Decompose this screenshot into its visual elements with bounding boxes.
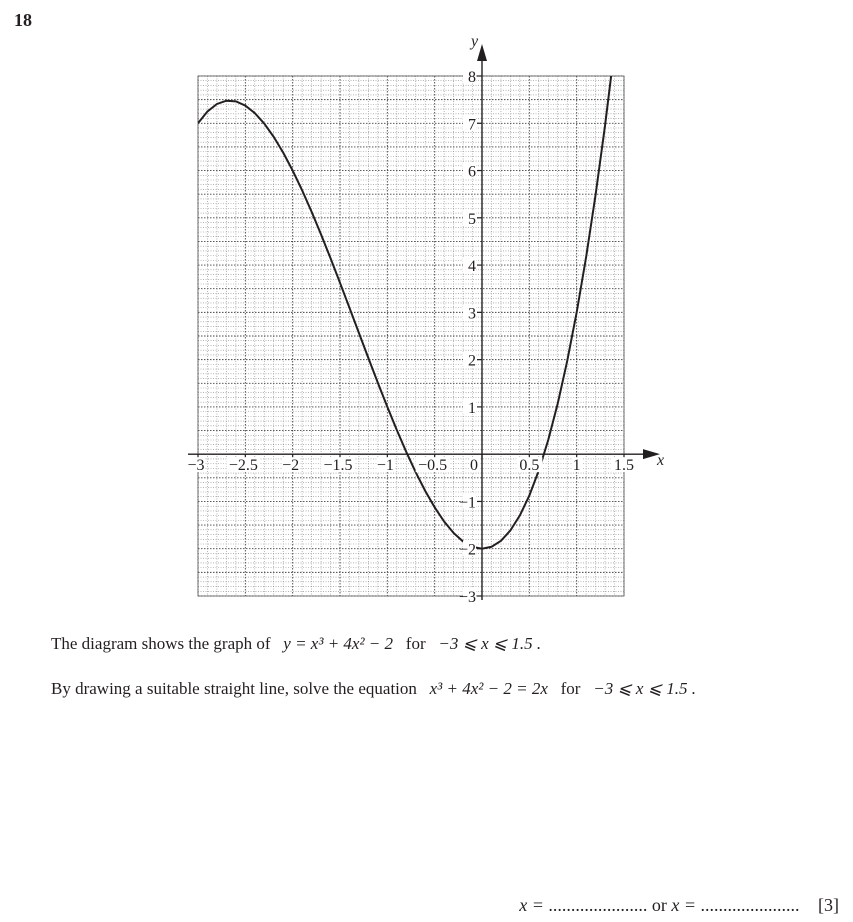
y-tick-label: 5 — [468, 210, 476, 228]
x-tick-label: −1 — [376, 457, 394, 475]
y-tick-label: 1 — [468, 399, 476, 417]
major-grid — [198, 76, 624, 596]
line1-for: for — [405, 634, 426, 653]
answer-blank-1[interactable]: ...................... — [548, 895, 648, 915]
x-tick-label: −2 — [282, 457, 300, 475]
y-tick-label: 2 — [468, 352, 476, 370]
y-tick-label: 8 — [468, 69, 476, 86]
line2-prefix: By drawing a suitable straight line, solve the equation — [51, 679, 417, 698]
x-tick-label: 0 — [470, 457, 478, 475]
line2-equation: x³ + 4x² − 2 = 2x — [429, 679, 548, 698]
marks-label: [3] — [818, 895, 839, 915]
answer-or: or — [651, 895, 667, 915]
line1-prefix: The diagram shows the graph of — [51, 634, 271, 653]
question-line-1 — [51, 634, 541, 654]
question-line-2 — [51, 679, 696, 699]
y-tick-label: 3 — [468, 305, 476, 323]
line1-equation: y = x³ + 4x² − 2 — [283, 634, 394, 653]
y-axis-arrow — [477, 44, 487, 61]
x-tick-label: −0.5 — [418, 457, 448, 475]
x-tick-label: −3 — [187, 457, 205, 475]
x-tick-label: 1.5 — [614, 457, 634, 475]
line1-domain: −3 ⩽ x ⩽ 1.5 . — [438, 634, 542, 653]
line2-for: for — [560, 679, 581, 698]
question-number: 18 — [14, 10, 32, 30]
y-tick-label: 7 — [468, 116, 476, 134]
answer-line — [519, 895, 839, 916]
y-tick-label: −3 — [458, 589, 476, 606]
x-tick-label: −2.5 — [228, 457, 258, 475]
x-axis-label: x — [657, 452, 665, 469]
answer-x1-label: x = — [519, 895, 544, 915]
x-tick-label: −1.5 — [323, 457, 353, 475]
x-tick-label: 0.5 — [519, 457, 540, 475]
line2-domain: −3 ⩽ x ⩽ 1.5 . — [593, 679, 696, 698]
answer-x2-label: x = — [671, 895, 696, 915]
x-tick-label: 1 — [572, 457, 581, 475]
y-axis-label: y — [471, 33, 479, 50]
y-tick-labels — [459, 68, 476, 606]
y-tick-label: 6 — [468, 163, 476, 181]
answer-blank-2[interactable]: ...................... — [700, 895, 800, 915]
y-tick-label: 4 — [468, 258, 476, 276]
y-tick-label: −1 — [458, 494, 476, 512]
y-tick-label: −2 — [458, 541, 476, 559]
